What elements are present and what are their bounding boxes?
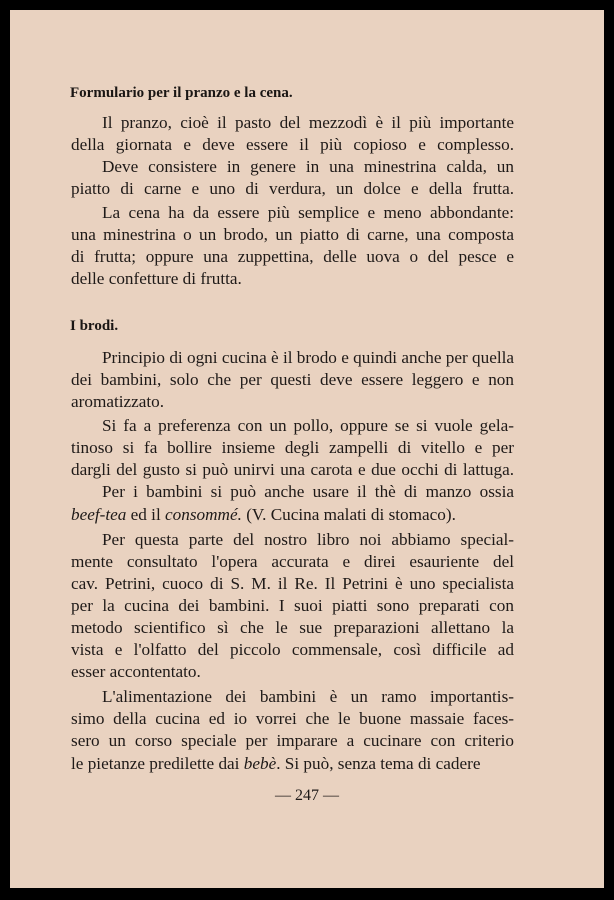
text-line: Il pranzo, cioè il pasto del mezzodì è il più importante	[102, 113, 514, 132]
text-line: cav. Petrini, cuoco di S. M. il Re. Il Petrini è uno specialista	[71, 574, 514, 593]
text-line: delle confetture di frutta.	[71, 269, 242, 288]
text-line-mixed	[71, 504, 514, 526]
text-fragment: ed il	[130, 505, 161, 524]
page-number: — 247 —	[275, 787, 339, 804]
text-line: Deve consistere in genere in una minestrina calda, un	[102, 157, 514, 176]
text-fragment: . Si può, senza tema di cadere	[276, 754, 481, 773]
italic-term: bebè	[243, 754, 277, 773]
section-heading-brodi: I brodi.	[70, 318, 119, 334]
text-line: piatto di carne e uno di verdura, un dolce e della frutta.	[71, 179, 514, 198]
text-line: della giornata e deve essere il più copioso e complesso.	[71, 135, 514, 154]
text-line: sero un corso speciale per imparare a cucinare con criterio	[71, 731, 514, 750]
text-line: una minestrina o un brodo, un piatto di carne, una composta	[71, 225, 514, 244]
text-line: mente consultato l'opera accurata e direi esauriente del	[71, 552, 514, 571]
text-fragment: (V. Cucina malati di stomaco).	[246, 505, 456, 524]
text-line: Per i bambini si può anche usare il thè di manzo ossia	[102, 482, 514, 501]
italic-term: beef-tea	[71, 505, 127, 524]
text-line: metodo scientifico sì che le sue preparazioni allettano la	[71, 618, 514, 637]
section-heading-formulario: Formulario per il pranzo e la cena.	[70, 85, 293, 101]
text-line: per la cucina dei bambini. I suoi piatti sono preparati con	[71, 596, 514, 615]
book-page	[10, 10, 604, 888]
italic-term: consommé.	[165, 505, 242, 524]
text-line: esser accontentato.	[71, 662, 201, 681]
text-line: Principio di ogni cucina è il brodo e quindi anche per quella	[102, 348, 514, 367]
text-line: La cena ha da essere più semplice e meno abbondante:	[102, 203, 514, 222]
text-line: tinoso si fa bollire insieme degli zampelli di vitello e per	[71, 438, 514, 457]
text-line: L'alimentazione dei bambini è un ramo importantis-	[102, 687, 514, 706]
text-line: simo della cucina ed io vorrei che le buone massaie faces-	[71, 709, 514, 728]
text-fragment: le pietanze predilette dai	[71, 754, 240, 773]
text-line: vista e l'olfatto del piccolo commensale, così difficile ad	[71, 640, 514, 659]
text-line: dei bambini, solo che per questi deve essere leggero e non	[71, 370, 514, 389]
text-line: aromatizzato.	[71, 392, 165, 411]
text-line: di frutta; oppure una zuppettina, delle uova o del pesce e	[71, 247, 514, 266]
text-line: dargli del gusto si può unirvi una carota e due occhi di lattuga.	[71, 460, 514, 479]
text-line: Si fa a preferenza con un pollo, oppure se si vuole gela-	[102, 416, 514, 435]
text-line-mixed	[71, 753, 514, 775]
text-line: Per questa parte del nostro libro noi abbiamo special-	[102, 530, 514, 549]
